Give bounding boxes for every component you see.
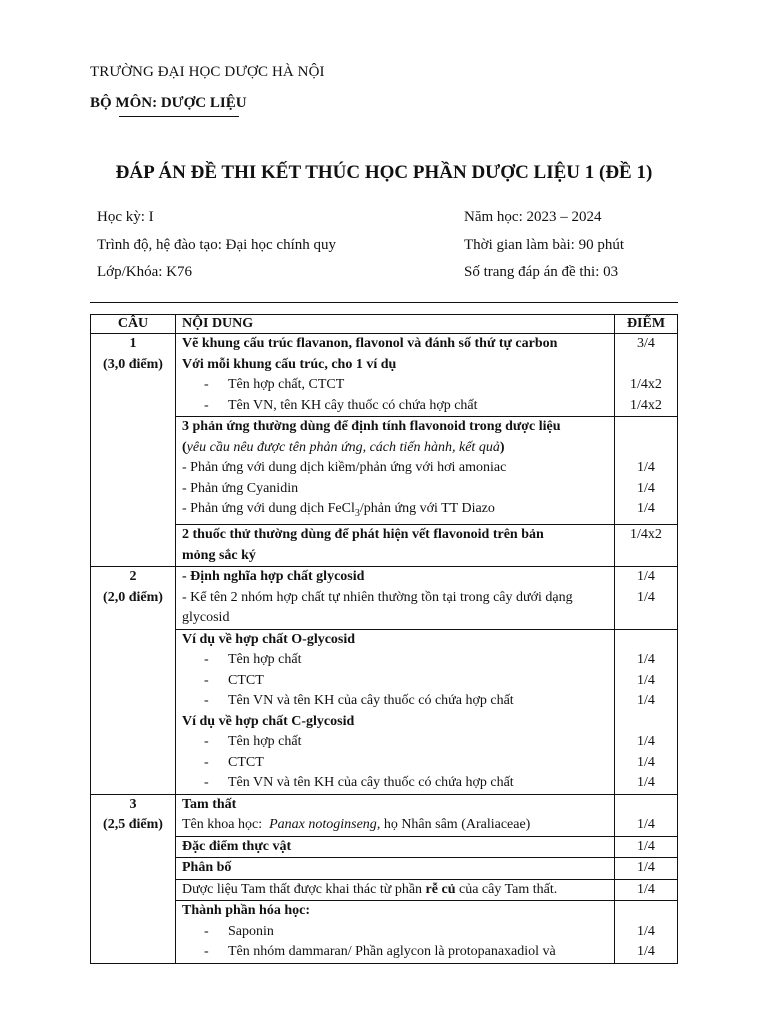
score-cell	[615, 858, 678, 880]
score-value: 1/4	[637, 775, 655, 791]
question-number: 3	[129, 796, 137, 812]
table-row	[91, 901, 678, 964]
content-bold: rễ củ	[425, 881, 456, 897]
table-row	[91, 567, 678, 630]
question-cell	[91, 794, 176, 963]
content-line: - Phản ứng Cyanidin	[182, 480, 299, 496]
content-cell	[176, 901, 615, 964]
question-points: (2,5 điểm)	[103, 817, 163, 833]
dash-item-text: Tên VN và tên KH của cây thuốc có chứa hợp chất	[228, 775, 514, 791]
question-number: 1	[129, 336, 137, 351]
level-info: Trình độ, hệ đào tạo: Đại học chính quy	[97, 237, 336, 253]
dash-item: - CTCT	[204, 754, 264, 770]
content-line: 2 thuốc thử thường dùng để phát hiện vết flavonoid trên bản	[182, 527, 544, 543]
time-info: Thời gian làm bài: 90 phút	[464, 237, 624, 253]
dash-item-text: Tên hợp chất	[228, 652, 302, 668]
content-line	[182, 438, 608, 459]
content-line: Ví dụ về hợp chất C-glycosid	[182, 713, 355, 729]
dash-item: - Tên hợp chất	[204, 652, 302, 668]
content-line: - Phản ứng với dung dịch kiềm/phản ứng với hơi amoniac	[182, 460, 507, 475]
content-line	[182, 815, 608, 836]
table-row	[91, 858, 678, 880]
table-row	[91, 836, 678, 858]
dash-item: - Tên VN và tên KH của cây thuốc có chứa hợp chất	[204, 775, 514, 791]
content-cell	[176, 858, 615, 880]
italic-note: yêu cầu nêu được tên phản ứng, cách tiến hành, kết quả	[186, 439, 500, 455]
score-value: 1/4	[637, 923, 655, 939]
content-text: - Phản ứng với dung dịch FeCl	[182, 501, 355, 516]
exam-title: ĐÁP ÁN ĐỀ THI KẾT THÚC HỌC PHẦN DƯỢC LIỆU 1 (ĐỀ 1)	[115, 162, 653, 183]
score-value: 1/4x2	[630, 527, 662, 543]
content-cell	[176, 794, 615, 836]
dash-item-text: Saponin	[228, 923, 274, 939]
content-cell	[176, 525, 615, 567]
dash-item-text: CTCT	[228, 672, 264, 688]
dash-item-text: Tên VN, tên KH cây thuốc có chứa hợp chất	[228, 397, 478, 413]
table-row	[91, 794, 678, 836]
content-text: của cây Tam thất.	[455, 881, 558, 897]
dash-item: - Tên VN và tên KH của cây thuốc có chứa hợp chất	[204, 693, 514, 709]
score-value: 1/4	[637, 501, 655, 516]
content-line	[182, 880, 608, 901]
score-value: 1/4	[637, 817, 655, 833]
dash-item: - Tên nhóm dammaran/ Phần aglycon là protopanaxadiol và	[204, 944, 556, 960]
header-noi-dung: NỘI DUNG	[176, 315, 615, 334]
table-row	[91, 525, 678, 567]
content-line: Phân bố	[182, 860, 232, 876]
score-value: 1/4	[637, 589, 655, 605]
content-cell	[176, 567, 615, 630]
score-value: 1/4	[637, 944, 655, 960]
question-cell	[91, 334, 176, 567]
question-points: (3,0 điểm)	[103, 356, 163, 372]
content-line: Ví dụ về hợp chất O-glycosid	[182, 631, 356, 647]
year-info: Năm học: 2023 – 2024	[464, 209, 602, 225]
score-cell	[615, 901, 678, 964]
content-cell	[176, 417, 615, 525]
content-text: Dược liệu Tam thất được khai thác từ phần	[182, 881, 426, 897]
subscript: 3	[354, 507, 360, 519]
dash-item-text: Tên VN và tên KH của cây thuốc có chứa hợp chất	[228, 693, 514, 709]
content-line: - Kể tên 2 nhóm hợp chất tự nhiên thường tồn tại trong cây dưới dạng	[182, 589, 573, 605]
content-text: , họ Nhân sâm (Araliaceae)	[376, 817, 531, 833]
dash-item-text: CTCT	[228, 754, 264, 770]
content-line: Đặc điểm thực vật	[182, 838, 292, 854]
table-header-row	[91, 315, 678, 334]
score-cell	[615, 525, 678, 567]
semester-info: Học kỳ: I	[97, 209, 154, 225]
pages-info: Số trang đáp án đề thi: 03	[464, 264, 619, 280]
content-line: Vẽ khung cấu trúc flavanon, flavonol và đánh số thứ tự carbon	[182, 336, 558, 351]
score-cell	[615, 629, 678, 794]
score-value: 1/4	[637, 881, 655, 897]
table-row	[91, 417, 678, 525]
score-value: 1/4	[637, 754, 655, 770]
score-value: 3/4	[637, 336, 655, 351]
university-name: TRƯỜNG ĐẠI HỌC DƯỢC HÀ NỘI	[90, 64, 325, 80]
table-row	[91, 629, 678, 794]
paren-open: (	[182, 439, 187, 455]
table-row	[91, 334, 678, 417]
content-line: 3 phản ứng thường dùng để định tính flavonoid trong dược liệu	[182, 419, 561, 434]
question-points: (2,0 điểm)	[103, 589, 163, 605]
score-value: 1/4	[637, 860, 655, 876]
header-cau: CÂU	[91, 315, 176, 334]
content-cell	[176, 334, 615, 417]
content-line: glycosid	[182, 610, 230, 626]
content-line: - Định nghĩa hợp chất glycosid	[182, 569, 365, 585]
scientific-name: Panax notoginseng	[269, 817, 377, 833]
separator-line	[90, 302, 678, 303]
class-info: Lớp/Khóa: K76	[97, 264, 193, 280]
content-line: Tam thất	[182, 796, 237, 812]
score-value: 1/4	[637, 672, 655, 688]
dash-item: - Tên VN, tên KH cây thuốc có chứa hợp chất	[204, 397, 478, 413]
content-line: Thành phần hóa học:	[182, 903, 311, 919]
dash-item: - Saponin	[204, 923, 274, 939]
dash-item-text: Tên hợp chất, CTCT	[228, 377, 345, 392]
score-value: 1/4	[637, 480, 655, 496]
dash-item: - Tên hợp chất	[204, 734, 302, 750]
header-diem: ĐIỂM	[615, 315, 678, 334]
dash-item-text: Tên nhóm dammaran/ Phần aglycon là protopanaxadiol và	[228, 944, 556, 960]
department-underline	[119, 116, 239, 117]
question-cell	[91, 567, 176, 795]
score-value: 1/4	[637, 838, 655, 854]
question-number: 2	[129, 569, 137, 585]
content-cell	[176, 836, 615, 858]
content-line	[182, 499, 608, 524]
score-cell	[615, 794, 678, 836]
answer-table	[90, 314, 678, 964]
score-value: 1/4x2	[630, 377, 662, 392]
score-value: 1/4	[637, 460, 655, 475]
table-row	[91, 879, 678, 901]
score-value: 1/4	[637, 734, 655, 750]
score-cell	[615, 417, 678, 525]
content-line: mỏng sắc ký	[182, 547, 256, 563]
dash-item: - Tên hợp chất, CTCT	[204, 377, 345, 392]
content-line: Với mỗi khung cấu trúc, cho 1 ví dụ	[182, 356, 397, 372]
content-text: Tên khoa học:	[182, 817, 270, 833]
score-value: 1/4	[637, 693, 655, 709]
score-value: 1/4	[637, 569, 655, 585]
content-text: /phản ứng với TT Diazo	[359, 501, 495, 516]
dash-item: - CTCT	[204, 672, 264, 688]
score-cell	[615, 879, 678, 901]
paren-close: )	[499, 439, 505, 455]
score-cell	[615, 567, 678, 630]
score-cell	[615, 836, 678, 858]
score-cell	[615, 334, 678, 417]
dash-item-text: Tên hợp chất	[228, 734, 302, 750]
content-cell	[176, 879, 615, 901]
score-value: 1/4x2	[630, 397, 662, 413]
score-value: 1/4	[637, 652, 655, 668]
department-name: BỘ MÔN: DƯỢC LIỆU	[90, 95, 247, 111]
content-cell	[176, 629, 615, 794]
